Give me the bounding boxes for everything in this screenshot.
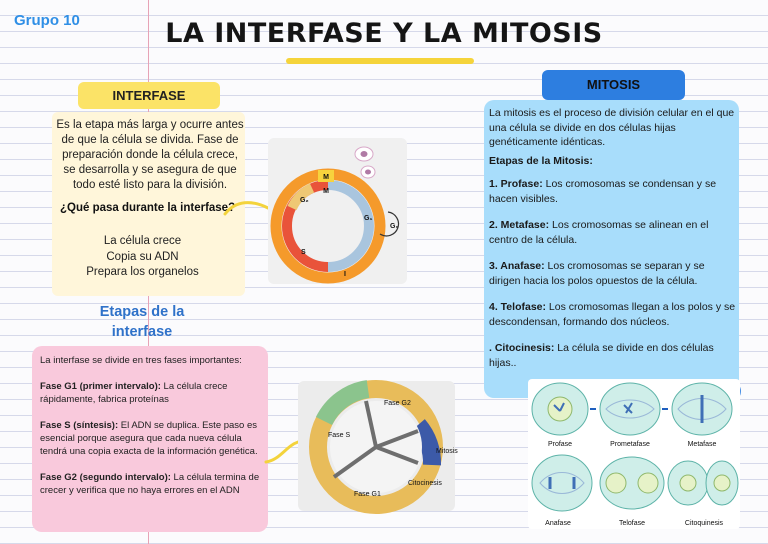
mitosis-stages-figure — [528, 379, 740, 529]
list-item: 1. Profase: Los cromosomas se condensan y se hacen visibles. — [489, 178, 717, 205]
etapas-intro: La interfase se divide en tres fases importantes: — [40, 355, 242, 366]
prometafase-cell-icon — [600, 383, 660, 435]
telofase-figure-label: Telofase — [618, 520, 646, 527]
interfase-question: ¿Qué pasa durante la interfase? — [60, 202, 236, 214]
profase-cell-icon — [532, 383, 588, 435]
g2-wheel-label: Fase G2 — [384, 400, 411, 407]
mitosis-label: MITOSIS — [542, 70, 685, 100]
g1-wheel-label: Fase G1 — [354, 491, 381, 498]
title-highlight — [286, 58, 474, 64]
i-label: I — [344, 271, 346, 278]
m-label: M — [323, 174, 329, 181]
list-item: Prepara los organelos — [86, 266, 199, 278]
telofase-cell-icon — [600, 457, 664, 509]
interfase-label: INTERFASE — [78, 82, 220, 109]
m-inner-label: M — [323, 188, 329, 195]
list-item: Fase G1 (primer intervalo): La célula crece rápidamente, fabrica proteínas — [40, 381, 228, 405]
metafase-cell-icon — [672, 383, 732, 435]
s-label: S — [301, 249, 306, 256]
etapas-interfase-card — [32, 346, 268, 532]
list-item: La célula crece — [103, 235, 182, 247]
group-label: Grupo 10 — [14, 12, 80, 29]
g1-phase-arc — [328, 185, 369, 267]
g1-label: G₁ — [364, 215, 373, 222]
prometafase-figure-label: Prometafase — [610, 441, 650, 448]
profase-figure-label: Profase — [547, 441, 573, 448]
list-item: 3. Anafase: Los cromosomas se separan y se dirigen hacia los polos opuestos de la célula. — [489, 260, 705, 287]
etapas-interfase-heading: Etapas de la interfase — [99, 304, 185, 340]
page-title: LA INTERFASE Y LA MITOSIS — [165, 18, 603, 49]
list-item: 4. Telofase: Los cromosomas llegan a los polos y se descondensan, formando dos núcleos. — [489, 301, 736, 328]
list-item: Fase S (síntesis): El ADN se duplica. Este paso es esencial porque asegura que cada nueva célula tendrá una copia exacta de la información genética. — [40, 420, 258, 457]
mitosis-card — [484, 100, 739, 398]
list-item: 2. Metafase: Los cromosomas se alinean en el centro de la célula. — [489, 219, 709, 246]
interfase-list — [60, 234, 225, 281]
s-wheel-label: Fase S — [328, 432, 351, 439]
list-item: . Citocinesis: La célula se divide en dos células hijas.. — [489, 342, 714, 369]
g2-label: G₂ — [300, 197, 309, 204]
mitosis-etapas-heading: Etapas de la Mitosis: — [489, 154, 593, 167]
cell-cycle-diagram — [268, 138, 407, 284]
arrow-icon — [222, 196, 272, 220]
anafase-cell-icon — [532, 455, 592, 511]
citocinesis-wheel-label: Citocinesis — [408, 480, 442, 487]
g0-label: G₀ — [390, 223, 399, 230]
anafase-figure-label: Anafase — [545, 520, 571, 527]
mitosis-wheel-label: Mitosis — [436, 448, 458, 455]
mitosis-intro: La mitosis es el proceso de división celular en el que una célula se divide en dos células hijas genéticamente idénticas. — [489, 107, 735, 148]
citoquinesis-cell-icon — [668, 461, 738, 505]
cell-cycle-wheel-diagram — [298, 381, 458, 511]
arrow-icon — [262, 436, 302, 466]
citoquinesis-figure-label: Citoquinesis — [684, 520, 724, 527]
list-item: Copia su ADN — [106, 250, 179, 263]
interfase-description: Es la etapa más larga y ocurre antes de que la célula se divida. Fase de preparación donde la célula crece, se desarrolla y se asegura de que todo esté listo para la división. — [56, 119, 244, 191]
metafase-figure-label: Metafase — [687, 441, 717, 448]
list-item: Fase G2 (segundo intervalo): La célula termina de crecer y verifica que no haya errores en el ADN — [40, 472, 260, 496]
